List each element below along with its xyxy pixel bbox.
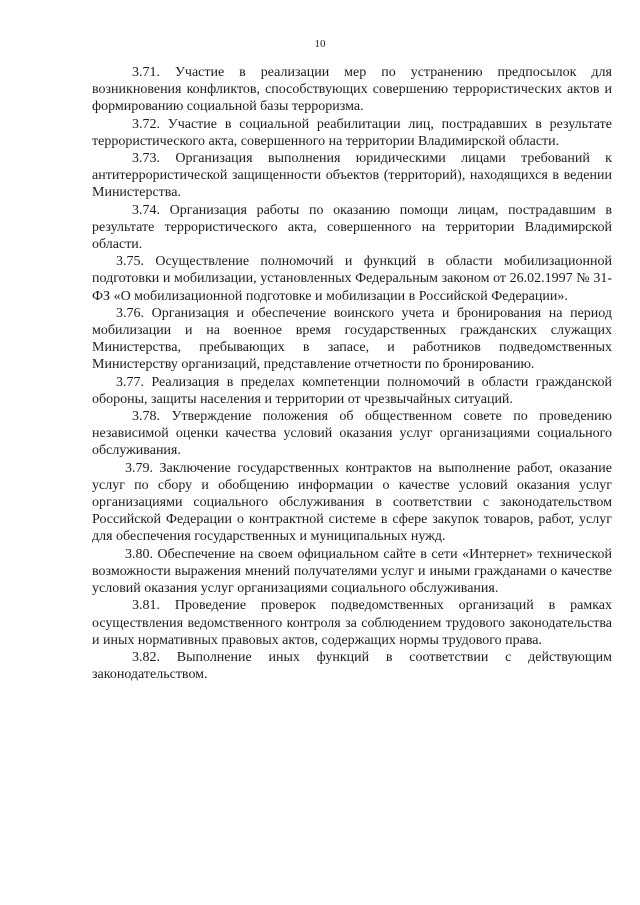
paragraph-3-77: 3.77. Реализация в пределах компетенции полномочий в области гражданской обороны, защиты населения и территории от чрезвычайных ситуаций. (92, 374, 612, 407)
paragraph-3-76: 3.76. Организация и обеспечение воинского учета и бронирования на период мобилизации и на военное время государственных гражданских служащих Министерства, пребывающих в запасе, и работников подведомственных Министерству организаций, представление отчетности по бронированию. (92, 305, 612, 373)
page-number: 10 (314, 38, 326, 50)
paragraph-3-71: 3.71. Участие в реализации мер по устранению предпосылок для возникновения конфликтов, способствующих совершению террористических актов и формированию социальной базы терроризма. (92, 65, 612, 115)
paragraph-3-80: 3.80. Обеспечение на своем официальном сайте в сети «Интернет» технической возможности выражения мнений получателями услуг и иными гражданами о качестве условий оказания услуг организациями социального обслуживания. (92, 546, 612, 597)
paragraph-3-72: 3.72. Участие в социальной реабилитации лиц, пострадавших в результате террористического акта, совершенного на территории Владимирской области. (92, 116, 612, 149)
paragraph-3-73: 3.73. Организация выполнения юридическими лицами требований к антитеррористической защищенности объектов (территорий), находящихся в ведении Министерства. (92, 151, 612, 201)
paragraph-3-79: 3.79. Заключение государственных контрактов на выполнение работ, оказание услуг по сбору и обобщению информации о качестве условий оказания услуг организациями социального обслуживания в соответствии с законодательством Российской Федерации о контрактной системе в сфере закупок товаров, работ, услуг для обеспечения государственных и муниципальных нужд. (92, 460, 612, 545)
paragraph-3-82: 3.82. Выполнение иных функций в соответствии с действующим законодательством. (92, 649, 612, 683)
paragraph-3-78: 3.78. Утверждение положения об общественном совете по проведению независимой оценки качества условий оказания услуг организациями социального обслуживания. (92, 409, 612, 459)
paragraph-3-74: 3.74. Организация работы по оказанию помощи лицам, пострадавшим в результате террористического акта, совершенного на территории Владимирской области. (92, 202, 612, 253)
paragraph-3-75: 3.75. Осуществление полномочий и функций в области мобилизационной подготовки и мобилизации, установленных Федеральным законом от 26.02.1997 № 31-ФЗ «О мобилизационной подготовке и мобилизации в Российской Федерации». (92, 254, 612, 304)
document-body (92, 64, 612, 683)
paragraph-3-81: 3.81. Проведение проверок подведомственных организаций в рамках осуществления ведомственного контроля за соблюдением трудового законодательства и иных нормативных правовых актов, содержащих нормы трудового права. (92, 598, 612, 648)
